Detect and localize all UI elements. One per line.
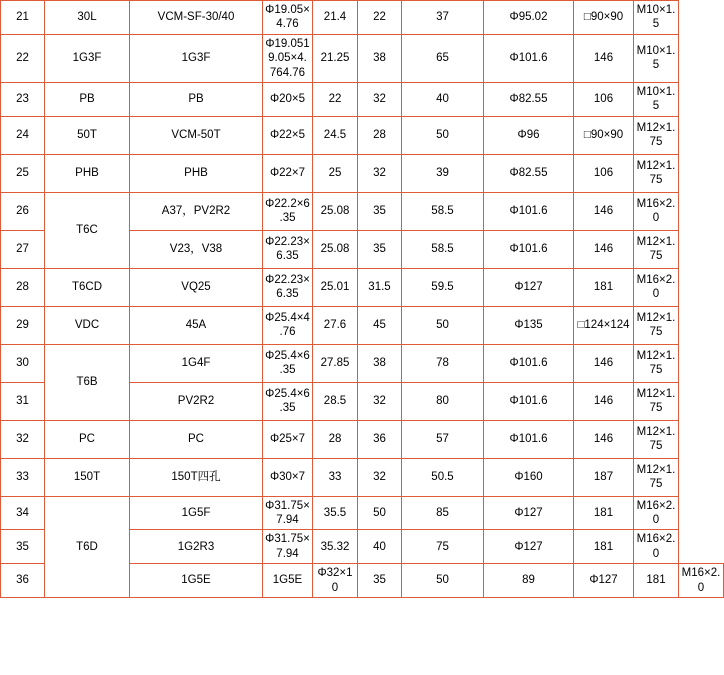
cell-dimension-b: 25.08 [313,230,358,268]
cell-dimension-e: Φ101.6 [484,420,574,458]
cell-dimension-d: 85 [402,496,484,530]
cell-bolt-pattern: 146 [574,34,634,82]
cell-dimension-c: 40 [358,530,402,564]
cell-dimension-a: Φ22×7 [263,154,313,192]
cell-type: VCM-SF-30/40 [130,1,263,35]
cell-dimension-d: 58.5 [402,230,484,268]
cell-dimension-e: Φ127 [484,530,574,564]
cell-dimension-b: 35.5 [313,496,358,530]
cell-thread-size: M10×1.5 [634,1,679,35]
cell-dimension-a: Φ30×7 [263,458,313,496]
cell-row-number: 31 [1,382,45,420]
cell-model: PB [45,82,130,116]
cell-type: 150T四孔 [130,458,263,496]
cell-dimension-a: Φ25.4×6.35 [263,344,313,382]
table-row [1,82,724,116]
cell-thread-size: M10×1.5 [634,82,679,116]
table-row [1,34,724,82]
cell-dimension-b: 21.4 [313,1,358,35]
cell-dimension-d: 37 [402,1,484,35]
cell-thread-size: M12×1.75 [634,420,679,458]
cell-dimension-d: 89 [484,564,574,598]
cell-dimension-a: Φ19.05×4.76 [263,1,313,35]
cell-dimension-c: 45 [358,306,402,344]
cell-dimension-a: Φ25.4×4.76 [263,306,313,344]
cell-dimension-d: 50.5 [402,458,484,496]
cell-dimension-d: 80 [402,382,484,420]
cell-type: PC [130,420,263,458]
cell-type: 1G3F [130,34,263,82]
cell-thread-size: M12×1.75 [634,382,679,420]
cell-row-number: 32 [1,420,45,458]
cell-model: 150T [45,458,130,496]
cell-row-number: 26 [1,192,45,230]
table-row [1,116,724,154]
cell-dimension-e: Φ82.55 [484,82,574,116]
cell-model: PC [45,420,130,458]
cell-dimension-b: 27.6 [313,306,358,344]
cell-row-number: 27 [1,230,45,268]
cell-row-number: 33 [1,458,45,496]
cell-bolt-pattern: 181 [574,496,634,530]
cell-dimension-c: 35 [358,230,402,268]
cell-dimension-e: Φ135 [484,306,574,344]
cell-row-number: 30 [1,344,45,382]
cell-dimension-b: 24.5 [313,116,358,154]
cell-dimension-a: Φ19.0519.05×4.764.76 [263,34,313,82]
cell-dimension-d: 75 [402,530,484,564]
cell-bolt-pattern: 187 [574,458,634,496]
table-row [1,268,724,306]
cell-dimension-b: 25.08 [313,192,358,230]
cell-dimension-d: 57 [402,420,484,458]
cell-dimension-c: 50 [402,564,484,598]
cell-bolt-pattern: □90×90 [574,1,634,35]
cell-bolt-pattern: □90×90 [574,116,634,154]
cell-thread-size: M16×2.0 [634,530,679,564]
cell-dimension-a: Φ31.75×7.94 [263,530,313,564]
cell-dimension-e: Φ82.55 [484,154,574,192]
cell-model: 1G3F [45,34,130,82]
cell-dimension-e: Φ127 [484,496,574,530]
cell-row-number: 22 [1,34,45,82]
cell-type: PV2R2 [130,382,263,420]
cell-dimension-b: 28 [313,420,358,458]
cell-dimension-a: Φ31.75×7.94 [263,496,313,530]
cell-dimension-b: 22 [313,82,358,116]
cell-dimension-c: 36 [358,420,402,458]
cell-dimension-a: Φ32×10 [313,564,358,598]
cell-model: VDC [45,306,130,344]
cell-dimension-c: 22 [358,1,402,35]
cell-bolt-pattern: 181 [574,268,634,306]
cell-model: T6D [45,496,130,597]
cell-dimension-e: Φ127 [574,564,634,598]
cell-thread-size: M12×1.75 [634,306,679,344]
cell-dimension-d: 78 [402,344,484,382]
cell-dimension-c: 38 [358,34,402,82]
cell-model: PHB [45,154,130,192]
table-row [1,344,724,382]
cell-model: 1G5E [130,564,263,598]
cell-dimension-c: 35 [358,192,402,230]
cell-type: 1G5F [130,496,263,530]
table-row [1,458,724,496]
cell-dimension-e: Φ101.6 [484,34,574,82]
cell-type: 1G5E [263,564,313,598]
cell-dimension-d: 58.5 [402,192,484,230]
cell-dimension-c: 32 [358,82,402,116]
cell-row-number: 24 [1,116,45,154]
cell-row-number: 29 [1,306,45,344]
cell-bolt-pattern: 146 [574,230,634,268]
cell-bolt-pattern: 106 [574,82,634,116]
table-row [1,192,724,230]
cell-type: PHB [130,154,263,192]
cell-thread-size: M16×2.0 [634,496,679,530]
cell-dimension-b: 28.5 [313,382,358,420]
cell-type: 1G2R3 [130,530,263,564]
cell-dimension-a: Φ25×7 [263,420,313,458]
cell-dimension-d: 39 [402,154,484,192]
cell-bolt-pattern: 146 [574,344,634,382]
cell-type: VCM-50T [130,116,263,154]
cell-dimension-a: Φ22.23×6.35 [263,268,313,306]
cell-bolt-pattern: 146 [574,192,634,230]
cell-dimension-d: 65 [402,34,484,82]
table-row [1,420,724,458]
cell-type: VQ25 [130,268,263,306]
cell-row-number: 36 [1,564,45,598]
cell-model: T6CD [45,268,130,306]
cell-dimension-b: 25 [313,154,358,192]
cell-dimension-d: 50 [402,116,484,154]
cell-model: T6B [45,344,130,420]
table-row [1,496,724,530]
cell-dimension-a: Φ22.23×6.35 [263,230,313,268]
cell-dimension-c: 32 [358,154,402,192]
cell-dimension-b: 35 [358,564,402,598]
cell-bolt-pattern: 146 [574,382,634,420]
cell-dimension-e: Φ101.6 [484,192,574,230]
cell-dimension-e: Φ95.02 [484,1,574,35]
cell-row-number: 34 [1,496,45,530]
cell-thread-size: M12×1.75 [634,344,679,382]
cell-dimension-d: 50 [402,306,484,344]
cell-dimension-e: Φ101.6 [484,382,574,420]
table-row [1,1,724,35]
cell-dimension-a: Φ22×5 [263,116,313,154]
cell-row-number: 21 [1,1,45,35]
cell-dimension-c: 28 [358,116,402,154]
cell-thread-size: M12×1.75 [634,116,679,154]
cell-dimension-c: 31.5 [358,268,402,306]
cell-type: V23，V38 [130,230,263,268]
cell-type: PB [130,82,263,116]
cell-dimension-d: 40 [402,82,484,116]
cell-type: 1G4F [130,344,263,382]
cell-dimension-c: 50 [358,496,402,530]
table-row [1,154,724,192]
cell-thread-size: M10×1.5 [634,34,679,82]
cell-model: 30L [45,1,130,35]
cell-model: T6C [45,192,130,268]
table-body [1,1,724,598]
cell-row-number: 25 [1,154,45,192]
cell-dimension-a: Φ22.2×6.35 [263,192,313,230]
cell-dimension-b: 35.32 [313,530,358,564]
cell-dimension-c: 38 [358,344,402,382]
cell-thread-size: M16×2.0 [634,268,679,306]
cell-row-number: 28 [1,268,45,306]
cell-model: 50T [45,116,130,154]
cell-dimension-b: 27.85 [313,344,358,382]
cell-type: A37，PV2R2 [130,192,263,230]
cell-row-number: 23 [1,82,45,116]
cell-row-number: 35 [1,530,45,564]
cell-bolt-pattern: 106 [574,154,634,192]
cell-type: 45A [130,306,263,344]
cell-bolt-pattern: 146 [574,420,634,458]
cell-dimension-e: Φ160 [484,458,574,496]
cell-thread-size: M16×2.0 [634,192,679,230]
cell-dimension-d: 59.5 [402,268,484,306]
cell-dimension-a: Φ20×5 [263,82,313,116]
cell-dimension-e: Φ101.6 [484,344,574,382]
cell-dimension-c: 32 [358,382,402,420]
cell-bolt-pattern: 181 [574,530,634,564]
cell-bolt-pattern: □124×124 [574,306,634,344]
cell-dimension-e: Φ96 [484,116,574,154]
cell-dimension-e: Φ127 [484,268,574,306]
cell-thread-size: M16×2.0 [679,564,724,598]
cell-thread-size: M12×1.75 [634,154,679,192]
cell-thread-size: M12×1.75 [634,230,679,268]
cell-dimension-c: 32 [358,458,402,496]
cell-dimension-e: Φ101.6 [484,230,574,268]
cell-dimension-b: 25.01 [313,268,358,306]
cell-bolt-pattern: 181 [634,564,679,598]
cell-dimension-b: 33 [313,458,358,496]
table-row [1,306,724,344]
cell-dimension-b: 21.25 [313,34,358,82]
cell-dimension-a: Φ25.4×6.35 [263,382,313,420]
cell-thread-size: M12×1.75 [634,458,679,496]
